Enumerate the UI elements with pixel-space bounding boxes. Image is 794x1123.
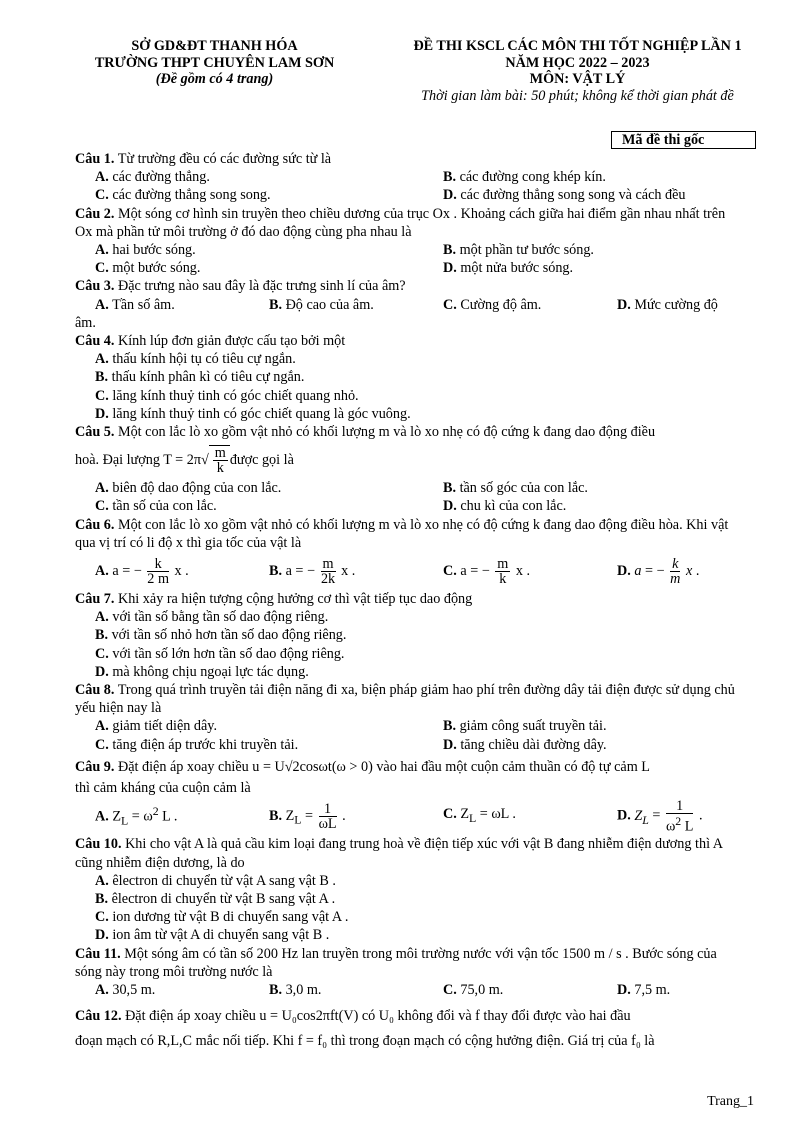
option-c: C. các đường thẳng song song. — [95, 187, 271, 204]
option-b: B. êlectron di chuyển từ vật B sang vật A . — [95, 890, 336, 907]
subject: MÔN: VẬT LÝ — [529, 71, 626, 87]
option-b: B. a = − $\frac{m}{2k}$ x . — [269, 555, 356, 587]
sqrt-formula: √ $\frac{m}{k}$ — [201, 445, 230, 475]
option-d: D. chu kì của con lắc. — [443, 498, 567, 515]
option-d: D. lăng kính thuỷ tinh có góc chiết quang là góc vuông. — [95, 405, 411, 422]
option-a: A. $Z_L = \omega^2$ L . — [95, 804, 178, 828]
option-a: A. các đường thẳng. — [95, 169, 210, 186]
option-d: D. a = − $\frac{k}{m}$ x . — [617, 555, 700, 587]
option-c: C. với tần số lớn hơn tần số dao động riêng. — [95, 645, 345, 662]
option-c: C. $Z_L = \omega L$ . — [443, 806, 516, 826]
option-d: D. các đường thẳng song song và cách đều — [443, 187, 686, 204]
option-a: A. hai bước sóng. — [95, 242, 196, 259]
question-6: Câu 6. Một con lắc lò xo gồm vật nhỏ có khối lượng m và lò xo nhẹ có độ cứng k đang dao động điều hòa. Khi vật qua vị trí có li độ x thì gia tốc của vật là — [75, 516, 729, 551]
option-b: B. với tần số nhỏ hơn tần số dao động riêng. — [95, 627, 347, 644]
question-1: Câu 1. Từ trường đều có các đường sức từ là — [75, 151, 332, 167]
page-number: Trang_1 — [707, 1094, 754, 1109]
option-d-continued: âm. — [75, 314, 96, 331]
school-name: TRƯỜNG THPT CHUYÊN LAM SƠN — [94, 54, 335, 71]
option-d: D. ion âm từ vật A di chuyển sang vật B . — [95, 927, 330, 944]
option-a: A. biên độ dao động của con lắc. — [95, 480, 282, 497]
question-12-continued: đoạn mạch có R,L,C mắc nối tiếp. Khi f = f₀ thì trong đoạn mạch có cộng hưởng điện. Giá trị của f₀ là — [75, 1033, 655, 1050]
option-a: A. a = − $\frac{k}{2 m}$ x . — [95, 555, 189, 587]
question-5-formula-line: hoà. Đại lượng T = 2π √ $\frac{m}{k}$ được gọi là — [75, 445, 294, 477]
option-b: B. một phần tư bước sóng. — [443, 242, 594, 259]
header-right — [380, 38, 775, 104]
question-8: Câu 8. Trong quá trình truyền tải điện năng đi xa, biện pháp giảm hao phí trên đường dây tải điện được sử dụng chủ yếu hiện nay là — [75, 682, 735, 717]
question-list — [75, 150, 743, 1051]
option-a: A. êlectron di chuyển từ vật A sang vật B . — [95, 872, 336, 889]
option-c: C. lăng kính thuỷ tinh có góc chiết quang nhỏ. — [95, 387, 359, 404]
header-left — [62, 38, 367, 88]
question-5: Câu 5. Một con lắc lò xo gồm vật nhỏ có khối lượng m và lò xo nhẹ có độ cứng k đang dao động điều — [75, 424, 656, 441]
option-d: D. mà không chịu ngoại lực tác dụng. — [95, 663, 309, 680]
question-2: Câu 2. Một sóng cơ hình sin truyền theo chiều dương của trục Ox . Khoảng cách giữa hai điểm gần nhau nhất trên Ox mà phần tử môi trường ở đó dao động cùng pha nhau là — [75, 205, 726, 240]
exam-code-box: Mã đề thi gốc — [611, 131, 756, 149]
option-c: C. Cường độ âm. — [443, 296, 542, 313]
question-11: Câu 11. Một sóng âm có tần số 200 Hz lan truyền trong môi trường nước với vận tốc 1500 m / s . Bước sóng của sóng này trong môi trường nước là — [75, 945, 717, 980]
question-3: Câu 3. Đặc trưng nào sau đây là đặc trưng sinh lí của âm? — [75, 278, 406, 295]
option-b: B. $Z_L$ = $\frac{1}{\omega L}$ . — [269, 800, 346, 832]
option-b: B. giảm công suất truyền tải. — [443, 718, 607, 735]
exam-title: ĐỀ THI KSCL CÁC MÔN THI TỐT NGHIỆP LẦN 1 — [413, 38, 742, 54]
question-12: Câu 12. Đặt điện áp xoay chiều u = U₀cos2πft(V) có U₀ không đổi và f thay đổi được vào hai đầu — [75, 1008, 631, 1025]
option-c: C. tần số của con lắc. — [95, 498, 217, 515]
department-name: SỞ GD&ĐT THANH HÓA — [131, 38, 298, 54]
time-note: Thời gian làm bài: 50 phút; không kể thời gian phát đề — [421, 87, 734, 104]
option-a: A. 30,5 m. — [95, 981, 156, 998]
option-b: B. thấu kính phân kì có tiêu cự ngắn. — [95, 369, 305, 386]
option-c: C. một bước sóng. — [95, 260, 201, 277]
option-c: C. a = − $\frac{m}{k}$ x . — [443, 555, 531, 587]
question-7: Câu 7. Khi xảy ra hiện tượng cộng hưởng cơ thì vật tiếp tục dao động — [75, 591, 473, 608]
option-a: A. với tần số bằng tần số dao động riêng. — [95, 609, 329, 626]
question-9: Câu 9. Đặt điện áp xoay chiều u = U√2cosωt(ω > 0) vào hai đầu một cuộn cảm thuần có độ tự cảm L — [75, 758, 650, 775]
option-a: A. giảm tiết diện dây. — [95, 718, 218, 735]
option-b: B. các đường cong khép kín. — [443, 169, 606, 186]
school-year: NĂM HỌC 2022 – 2023 — [505, 54, 650, 71]
option-c: C. tăng điện áp trước khi truyền tải. — [95, 736, 299, 753]
option-d: D. $Z_L$ = $\frac{1}{\omega^2 L}$ . — [617, 797, 703, 835]
option-d: D. tăng chiều dài đường dây. — [443, 736, 607, 753]
option-a: A. Tần số âm. — [95, 296, 175, 313]
question-9-continued: thì cảm kháng của cuộn cảm là — [75, 780, 251, 797]
option-c: C. 75,0 m. — [443, 981, 504, 998]
option-d: D. Mức cường độ — [617, 296, 718, 313]
question-4: Câu 4. Kính lúp đơn giản được cấu tạo bởi một — [75, 333, 346, 350]
option-b: B. 3,0 m. — [269, 981, 322, 998]
option-c: C. ion dương từ vật B di chuyển sang vật A . — [95, 909, 349, 926]
option-a: A. thấu kính hội tụ có tiêu cự ngắn. — [95, 351, 296, 368]
option-d: D. 7,5 m. — [617, 981, 671, 998]
page-count-note: (Đề gồm có 4 trang) — [155, 71, 274, 87]
question-10: Câu 10. Khi cho vật A là quả cầu kim loại đang trung hoà về điện tiếp xúc với vật B đang nhiễm điện dương thì A cũng nhiễm điện dương, là do — [75, 836, 723, 871]
option-d: D. một nửa bước sóng. — [443, 260, 574, 277]
option-b: B. tần số góc của con lắc. — [443, 480, 588, 497]
option-b: B. Độ cao của âm. — [269, 296, 374, 313]
